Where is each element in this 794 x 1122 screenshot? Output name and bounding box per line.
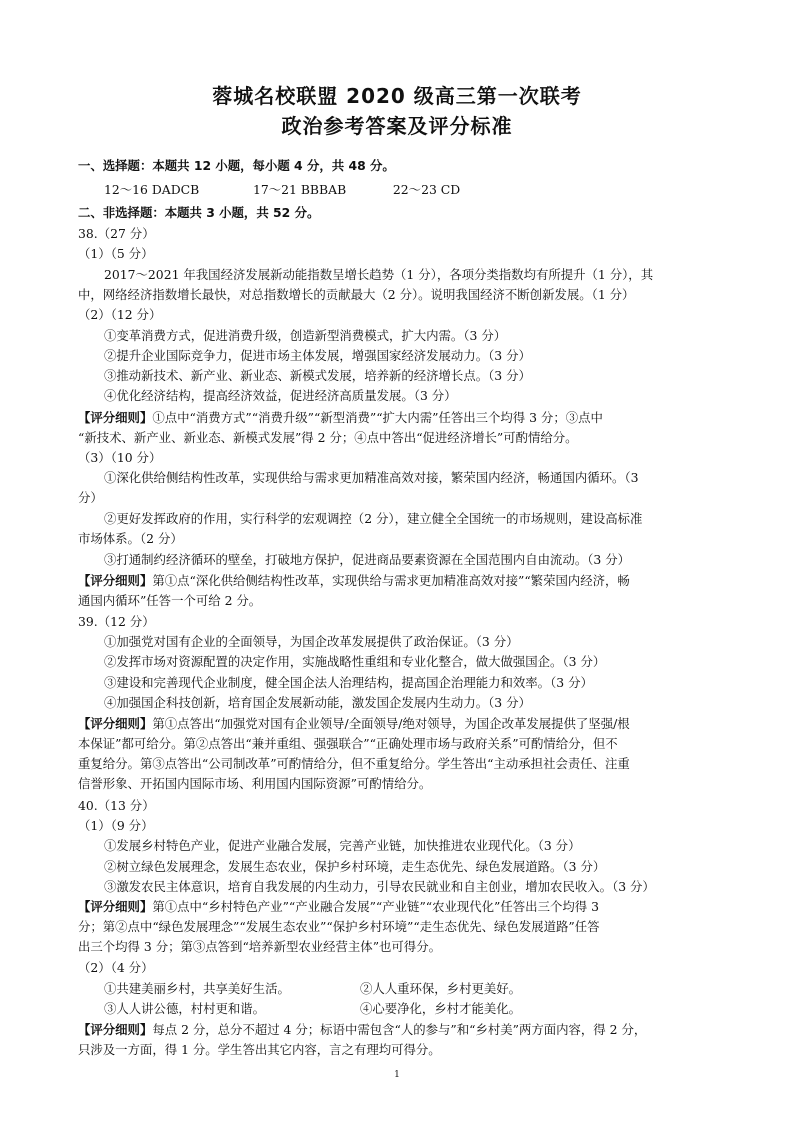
- q38-part2-item: ②提升企业国际竞争力，促进市场主体发展，增强国家经济发展动力。（3 分）: [104, 348, 531, 363]
- q38-part3-rule: [78, 571, 730, 591]
- rule-label: 【评分细则】: [78, 410, 153, 425]
- rule-label: 【评分细则】: [78, 573, 153, 588]
- mc-answer-group-2: 17～21 BBBAB: [252, 182, 347, 197]
- q39-item: ④加强国企科技创新，培育国企发展新动能，激发国企发展内生动力。（3 分）: [104, 695, 531, 710]
- rule-label: 【评分细则】: [78, 899, 153, 914]
- q39-rule-cont: 本保证”都可给分。第②点答出“兼并重组、强强联合”“正确处理市场与政府关系”可酌情给分，但不: [78, 736, 618, 751]
- q39-rule-cont: 信誉形象、开拓国内国际市场、利用国内国际资源”可酌情给分。: [78, 776, 432, 791]
- q38-number: 38.（27 分）: [78, 226, 155, 241]
- q38-part2-rule: [78, 408, 730, 428]
- q40-number: 40.（13 分）: [78, 798, 155, 813]
- q40-part1-item: ①发展乡村特色产业，促进产业融合发展，完善产业链，加快推进农业现代化。（3 分）: [104, 838, 581, 853]
- q38-part3-item-cont: 市场体系。（2 分）: [78, 531, 183, 546]
- q40-part1-rule-cont: 出三个均得 3 分；第③点答到“培养新型农业经营主体”也可得分。: [78, 939, 441, 954]
- q38-part2-label: （2）（12 分）: [78, 307, 162, 322]
- q40-part1-label: （1）（9 分）: [78, 818, 154, 833]
- slogan-item: ④心要净化，乡村才能美化。: [359, 1001, 522, 1016]
- q40-part1-item: ③激发农民主体意识，培育自我发展的内生动力，引导农民就业和自主创业，增加农民收入。（3 分）: [104, 879, 655, 894]
- rule-text: 第①点中“乡村特色产业”“产业融合发展”“产业链”“农业现代化”任答出三个均得 3: [152, 899, 599, 914]
- q38-part3-rule-cont: 通国内循环”任答一个可给 2 分。: [78, 593, 262, 608]
- rule-text: 第①点“深化供给侧结构性改革，实现供给与需求更加精准高效对接”“繁荣国内经济，畅: [152, 573, 630, 588]
- q38-part3-item: ①深化供给侧结构性改革，实现供给与需求更加精准高效对接，繁荣国内经济，畅通国内循环。（3: [104, 470, 639, 485]
- section2-heading: 二、非选择题：本题共 3 小题，共 52 分。: [78, 205, 320, 220]
- q40-part1-rule-cont: 分；第②点中“绿色发展理念”“发展生态农业”“保护乡村环境”“走生态优先、绿色发展道路”任答: [78, 919, 600, 934]
- exam-subtitle: 政治参考答案及评分标准: [281, 114, 513, 138]
- section1-heading: 一、选择题：本题共 12 小题，每小题 4 分，共 48 分。: [78, 158, 395, 173]
- q39-item: ③建设和完善现代企业制度，健全国企法人治理结构，提高国企治理能力和效率。（3 分）: [104, 675, 593, 690]
- q38-part3-item: ②更好发挥政府的作用，实行科学的宏观调控（2 分），建立健全全国统一的市场规则，建设高标准: [104, 511, 643, 526]
- slogan-item: ①共建美丽乡村，共享美好生活。: [104, 981, 290, 996]
- q40-part1-rule: [78, 897, 730, 917]
- q39-rule-cont: 重复给分。第③点答出“公司制改革”可酌情给分，但不重复给分。学生答出“主动承担社会责任、注重: [78, 756, 630, 771]
- q39-item: ②发挥市场对资源配置的决定作用，实施战略性重组和专业化整合，做大做强国企。（3 分）: [104, 654, 606, 669]
- q38-part2-item: ③推动新技术、新产业、新业态、新模式发展，培养新的经济增长点。（3 分）: [104, 368, 531, 383]
- q38-part1-line: 中，网络经济指数增长最快，对总指数增长的贡献最大（2 分）。说明我国经济不断创新发展。（1 分）: [78, 287, 635, 302]
- q38-part1-label: （1）（5 分）: [78, 246, 154, 261]
- q40-part2-rule: [78, 1020, 730, 1040]
- mc-answer-group-3: 22～23 CD: [392, 182, 461, 197]
- q40-part1-item: ②树立绿色发展理念，发展生态农业，保护乡村环境，走生态优先、绿色发展道路。（3 分）: [104, 859, 606, 874]
- rule-label: 【评分细则】: [78, 1022, 153, 1037]
- q39-item: ①加强党对国有企业的全面领导，为国企改革发展提供了政治保证。（3 分）: [104, 634, 519, 649]
- mc-answer-group-1: 12～16 DADCB: [104, 182, 200, 197]
- q38-part2-item: ④优化经济结构，提高经济效益，促进经济高质量发展。（3 分）: [104, 388, 457, 403]
- q38-part3-label: （3）（10 分）: [78, 450, 162, 465]
- q40-part2-rule-cont: 只涉及一方面，得 1 分。学生答出其它内容，言之有理均可得分。: [78, 1042, 441, 1057]
- rule-text: ①点中“消费方式”“消费升级”“新型消费”“扩大内需”任答出三个均得 3 分；③点中: [152, 410, 603, 425]
- q40-part2-label: （2）（4 分）: [78, 960, 154, 975]
- q40-part2-row: [104, 979, 756, 999]
- q38-part3-item-cont: 分）: [78, 490, 103, 505]
- q38-part3-item: ③打通制约经济循环的壁垒，打破地方保护，促进商品要素资源在全国范围内自由流动。（3 分）: [104, 552, 631, 567]
- q38-part2-item: ①变革消费方式，促进消费升级，创造新型消费模式，扩大内需。（3 分）: [104, 328, 507, 343]
- exam-title: 蓉城名校联盟 2020 级高三第一次联考: [212, 84, 582, 108]
- rule-text: 第①点答出“加强党对国有企业领导/全面领导/绝对领导，为国企改革发展提供了坚强/根: [152, 716, 630, 731]
- q38-part1-line: 2017～2021 年我国经济发展新动能指数呈增长趋势（1 分），各项分类指数均有所提升（1 分），其: [104, 267, 654, 282]
- slogan-item: ②人人重环保，乡村更美好。: [359, 981, 522, 996]
- q39-rule: [78, 714, 730, 734]
- rule-label: 【评分细则】: [78, 716, 153, 731]
- q39-number: 39.（12 分）: [78, 614, 155, 629]
- page-number: 1: [394, 1070, 400, 1080]
- rule-text: 每点 2 分，总分不超过 4 分；标语中需包含“人的参与”和“乡村美”两方面内容，得 2 分，: [152, 1022, 647, 1037]
- mc-answers: [104, 180, 756, 200]
- q38-part2-rule-cont: “新技术、新产业、新业态、新模式发展”得 2 分；④点中答出“促进经济增长”可酌情给分。: [78, 430, 578, 445]
- q40-part2-row: [104, 999, 756, 1019]
- slogan-item: ③人人讲公德，村村更和谐。: [104, 1001, 266, 1016]
